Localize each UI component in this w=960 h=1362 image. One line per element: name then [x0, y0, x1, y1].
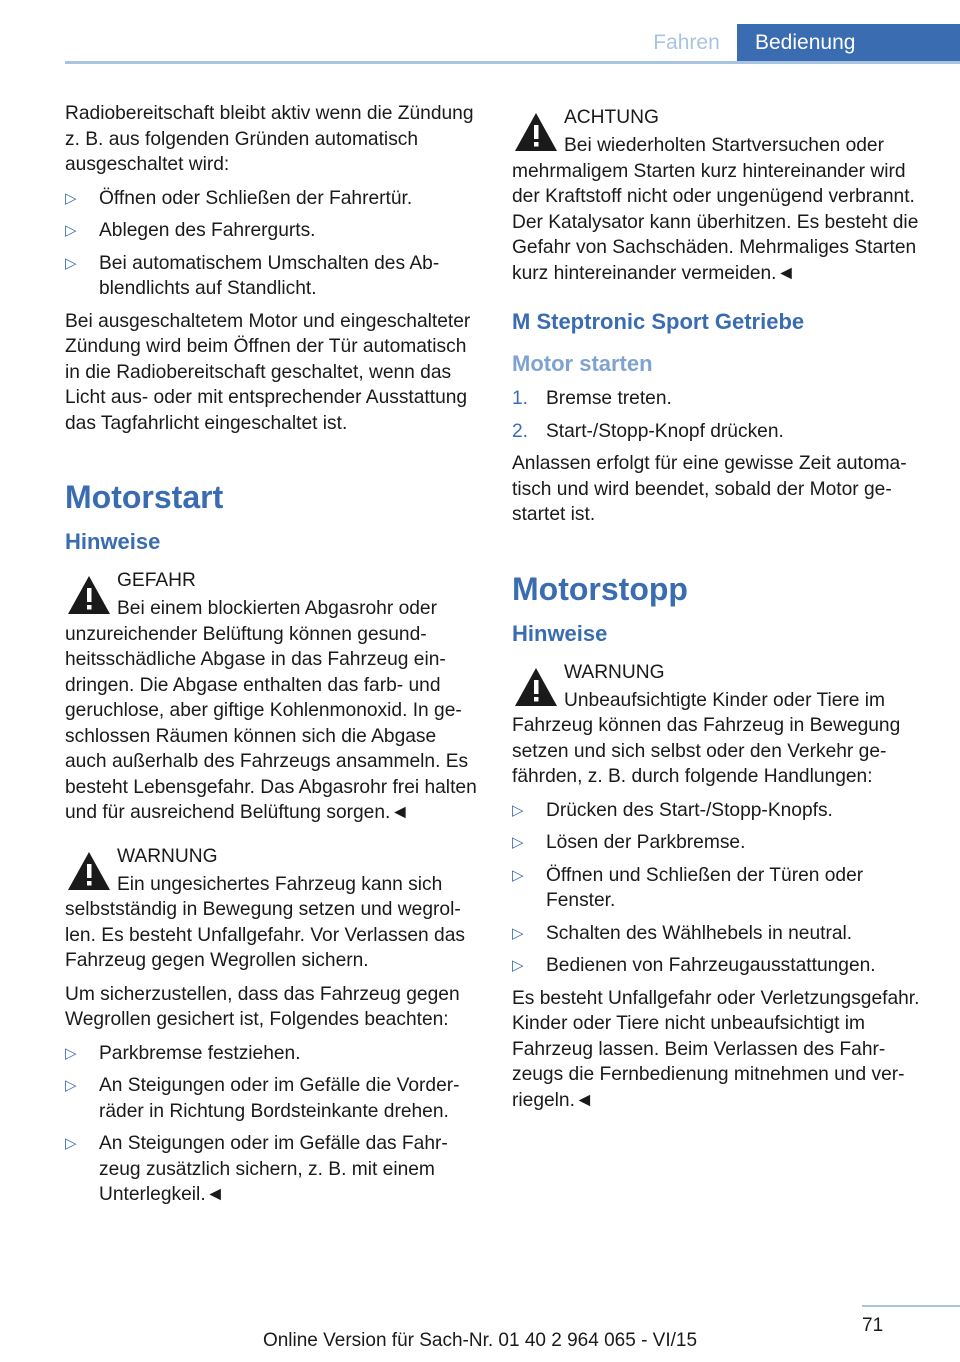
- page-number: 71: [862, 1315, 884, 1336]
- step-item: 2. Start-/Stopp-Knopf drücken.: [512, 420, 784, 442]
- warning-triangle-icon: [65, 572, 117, 618]
- list-item: ▷ An Steigungen oder im Gefälle die Vorderräder in Richtung Bordsteinkante drehen.: [65, 1073, 481, 1124]
- left-column: [65, 101, 481, 1215]
- warning-label: WARNUNG: [564, 661, 665, 683]
- footer-rule: [862, 1305, 960, 1307]
- right-column: [512, 101, 928, 1121]
- section-title-motorstart: Motorstart: [65, 479, 224, 515]
- header-rule: [65, 61, 960, 64]
- section-title-motorstopp: Motorstopp: [512, 570, 688, 607]
- warning-block-gefahr: GEFAHR Bei einem blockierten Abgasrohr oder unzureichender Belüftung können gesundheitsschädliche Abgase in das Fahrzeug eindringen. Die Abgase enthalten das farb- und geruchlose, aber giftige Kohlenmonoxid. In geschlossen Räumen können sich die Abgase auch außerhalb des Fahrzeugs ansammeln. Es besteht Lebensgefahr. Das Abgasrohr frei halten und für ausreichend Belüftung sorgen.◄: [65, 566, 481, 826]
- paragraph: Um sicherzustellen, dass das Fahrzeug gegen Wegrollen gesichert ist, Folgendes beachten:: [65, 983, 460, 1030]
- subsection-title-hinweise: Hinweise: [512, 620, 608, 646]
- list-item: ▷ An Steigungen oder im Gefälle das Fahrzeug zusätzlich sichern, z. B. mit einem Unterlegkeil.◄: [65, 1131, 481, 1208]
- warning-label: ACHTUNG: [564, 107, 659, 128]
- warning-block-warnung: WARNUNG Unbeaufsichtigte Kinder oder Tiere im Fahrzeug können das Fahrzeug in Bewegung setzen und sich selbst oder den Verkehr gefährden, z. B. durch folgende Handlungen:: [512, 658, 928, 790]
- bullet-triangle-icon: ▷: [65, 189, 77, 207]
- step-item: 1. Bremse treten.: [512, 388, 672, 409]
- subsection-title-motor-starten: Motor starten: [512, 351, 653, 376]
- list-item: ▷ Bei automatischem Umschalten des Abblendlichts auf Standlicht.: [65, 251, 481, 302]
- bullet-triangle-icon: ▷: [512, 801, 524, 819]
- bullet-triangle-icon: ▷: [65, 1077, 77, 1094]
- list-item: ▷ Parkbremse festziehen.: [65, 1041, 481, 1067]
- warning-block-achtung: ACHTUNG Bei wiederholten Startversuchen oder mehrmaligem Starten kurz hintereinander wird der Kraftstoff nicht oder ungenügend verbrannt. Der Katalysator kann überhitzen. Es besteht die Gefahr von Sachschäden. Mehrmaliges Starten kurz hintereinander vermeiden.◄: [512, 103, 928, 286]
- warning-label: WARNUNG: [117, 845, 218, 867]
- warning-block-warnung: WARNUNG Ein ungesichertes Fahrzeug kann sich selbstständig in Bewegung setzen und wegrollen. Es besteht Unfallgefahr. Vor Verlassen das Fahrzeug gegen Wegrollen sichern.: [65, 842, 481, 974]
- list-item: ▷ Schalten des Wählhebels in neutral.: [512, 921, 928, 947]
- bullet-triangle-icon: ▷: [65, 1135, 77, 1152]
- list-item: ▷ Öffnen und Schließen der Türen oder Fenster.: [512, 863, 928, 914]
- paragraph: Anlassen erfolgt für eine gewisse Zeit automatisch und wird beendet, sobald der Motor gestartet ist.: [512, 453, 907, 525]
- tab-bedienung[interactable]: Bedienung: [737, 24, 960, 61]
- warning-triangle-icon: [512, 664, 564, 710]
- warning-triangle-icon: [65, 848, 117, 894]
- list-item: ▷ Bedienen von Fahrzeugausstattungen.: [512, 953, 928, 979]
- tab-fahren[interactable]: Fahren: [653, 31, 720, 54]
- list-item: ▷ Lösen der Parkbremse.: [512, 830, 928, 856]
- bullet-triangle-icon: ▷: [512, 834, 524, 851]
- bullet-triangle-icon: ▷: [512, 866, 524, 884]
- paragraph: Bei ausgeschaltetem Motor und eingeschalteter Zündung wird beim Öffnen der Tür automatisch in die Radiobereitschaft geschaltet, wenn das Licht aus- oder mit entsprechender Ausstattung das Tagfahrlicht eingeschaltet ist.: [65, 310, 471, 434]
- warning-label: GEFAHR: [117, 570, 196, 591]
- online-version-note: Online Version für Sach-Nr. 01 40 2 964 065 - VI/15: [262, 1330, 698, 1351]
- bullet-triangle-icon: ▷: [512, 924, 524, 942]
- list-item: ▷ Öffnen oder Schließen der Fahrertür.: [65, 186, 481, 212]
- bullet-triangle-icon: ▷: [65, 1044, 77, 1062]
- bullet-triangle-icon: ▷: [512, 957, 524, 974]
- bullet-triangle-icon: ▷: [65, 222, 77, 239]
- paragraph: Es besteht Unfallgefahr oder Verletzungsgefahr. Kinder oder Tiere nicht unbeaufsichtigt im Fahrzeug lassen. Beim Verlassen des Fahrzeugs die Fernbedienung mitnehmen und verriegeln.◄: [512, 987, 920, 1111]
- intro-paragraph: Radiobereitschaft bleibt aktiv wenn die Zündung z. B. aus folgenden Gründen automatisch ausgeschaltet wird:: [65, 103, 474, 175]
- subsection-title-steptronic: M Steptronic Sport Getriebe: [512, 309, 805, 334]
- subsection-title-hinweise: Hinweise: [65, 529, 161, 554]
- bullet-triangle-icon: ▷: [65, 254, 77, 272]
- list-item: ▷ Ablegen des Fahrergurts.: [65, 218, 481, 244]
- warning-triangle-icon: [512, 109, 564, 155]
- list-item: ▷ Drücken des Start-/Stopp-Knopfs.: [512, 798, 928, 824]
